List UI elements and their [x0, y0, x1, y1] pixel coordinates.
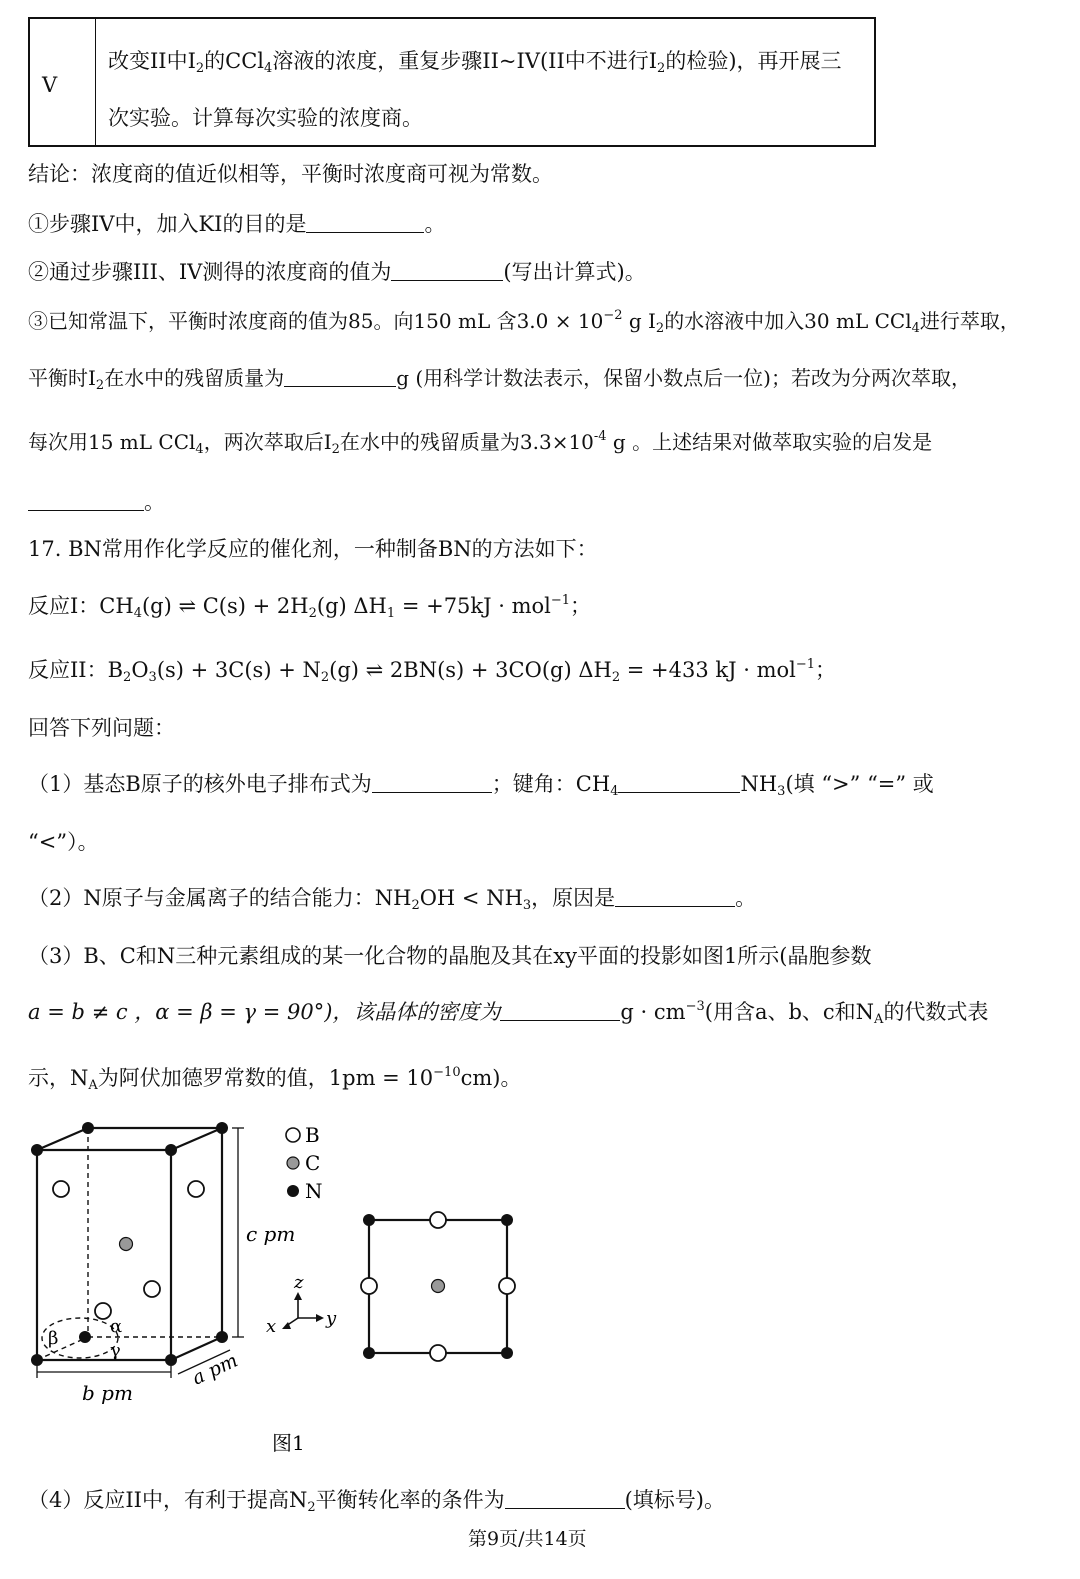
- crystal-cell-figure: [0, 1110, 560, 1470]
- axis-y-label: y: [326, 1308, 337, 1329]
- conclusion-text: 结论：浓度商的值近似相等，平衡时浓度商可视为常数。: [28, 162, 553, 186]
- axis-z-label: z: [294, 1272, 304, 1293]
- angle-gamma: γ: [110, 1340, 121, 1361]
- answer-blank: [500, 998, 620, 1021]
- axes-icon: [282, 1292, 324, 1329]
- answer-prompt: 回答下列问题：: [28, 716, 175, 740]
- q17-part1-line2: “<”）。: [28, 830, 99, 854]
- answer-blank: [615, 884, 735, 907]
- legend-c-marker: [287, 1157, 299, 1169]
- q16-item3-line3: 每次用15 mL CCl$_4$，两次萃取后$I_2$在水中的残留质量为$3.3\times 10^{-4}$ g 。上述结果对做萃取实验的启发是: [28, 429, 933, 457]
- step-label: V: [42, 73, 58, 97]
- answer-blank: [391, 258, 503, 281]
- q17-part3-line3: 示，$N_A$为阿伏加德罗常数的值，$1pm = 10^{-10}cm$)。: [28, 1065, 522, 1093]
- procedure-table: [28, 17, 876, 147]
- q16-item1: ①步骤IV中，加入KI的目的是 。: [28, 212, 446, 236]
- q17-part3-line1: （3）B、C和N三种元素组成的某一化合物的晶胞及其在xy平面的投影如图1所示(晶胞参数: [28, 944, 872, 968]
- reaction-1: 反应I：$CH_4(g)$ ⇌ $C(s) + 2H_2(g) \Delta H_1 = +75kJ \cdot mol^{-1}$；: [28, 593, 592, 621]
- angle-alpha: α: [110, 1316, 123, 1337]
- b-dimension-label: b pm: [82, 1381, 133, 1405]
- a-dimension-label: a pm: [188, 1349, 242, 1390]
- axis-x-label: x: [266, 1316, 277, 1337]
- c-dimension-label: c pm: [246, 1222, 296, 1246]
- c-atom: [120, 1238, 133, 1251]
- answer-blank: [505, 1486, 625, 1509]
- legend-b-label: B: [305, 1123, 320, 1147]
- figure-caption: 图1: [272, 1431, 305, 1455]
- q16-item2: ②通过步骤III、IV测得的浓度商的值为 (写出计算式)。: [28, 260, 646, 284]
- angle-beta: β: [48, 1328, 59, 1349]
- q16-item3-line2: 平衡时$I_2$在水中的残留质量为 g (用科学计数法表示，保留小数点后一位)；若改为分两次萃取，: [28, 366, 971, 393]
- answer-blank: [284, 364, 396, 387]
- reaction-2: 反应II：$B_2O_3(s) + 3C(s) + N_2(g)$ ⇌ 2BN(s) + 3CO(g) $\Delta H_2 = +433$ kJ · mol$^{-1}$；: [28, 657, 837, 685]
- legend-n-label: N: [305, 1179, 323, 1203]
- legend-n-marker: [287, 1185, 299, 1197]
- q17-part1: （1）基态B原子的核外电子排布式为 ；键角：$CH_4$ $NH_3$(填 “>” “=” 或: [28, 772, 934, 799]
- answer-blank: [618, 770, 740, 793]
- q17-part4: （4）反应II中，有利于提高$N_2$平衡转化率的条件为 (填标号)。: [28, 1488, 725, 1515]
- q16-item3-line4: 。: [28, 488, 165, 516]
- page-number: 第9页/共14页: [468, 1528, 587, 1550]
- q17-intro: 17. BN常用作化学反应的催化剂，一种制备BN的方法如下：: [28, 537, 598, 561]
- answer-blank: [372, 770, 492, 793]
- legend-b-marker: [286, 1128, 300, 1142]
- q17-part3-line2: a = b ≠ c ，α = β = γ = 90°)，该晶体的密度为 $g \cdot cm^{-3}$(用含a、b、c和$N_A$的代数式表: [28, 999, 989, 1027]
- answer-blank: [306, 210, 424, 233]
- legend-c-label: C: [305, 1151, 321, 1175]
- q17-part2: （2）N原子与金属离子的结合能力：$NH_2OH < NH_3$，原因是 。: [28, 886, 757, 913]
- answer-blank: [28, 488, 144, 511]
- step-content-line1: 改变II中$I_2$的CCl$_4$溶液的浓度，重复步骤II~IV(II中不进行$I_2$的检验)，再开展三: [108, 49, 842, 76]
- q16-item3-line1: ③已知常温下，平衡时浓度商的值为85。向150 mL 含$3.0 \times 10^{-2}$ g $I_2$的水溶液中加入30 mL CCl$_4$进行萃取，: [28, 308, 1020, 336]
- step-content-line2: 次实验。计算每次实验的浓度商。: [108, 106, 423, 130]
- table-column-divider: [95, 19, 96, 145]
